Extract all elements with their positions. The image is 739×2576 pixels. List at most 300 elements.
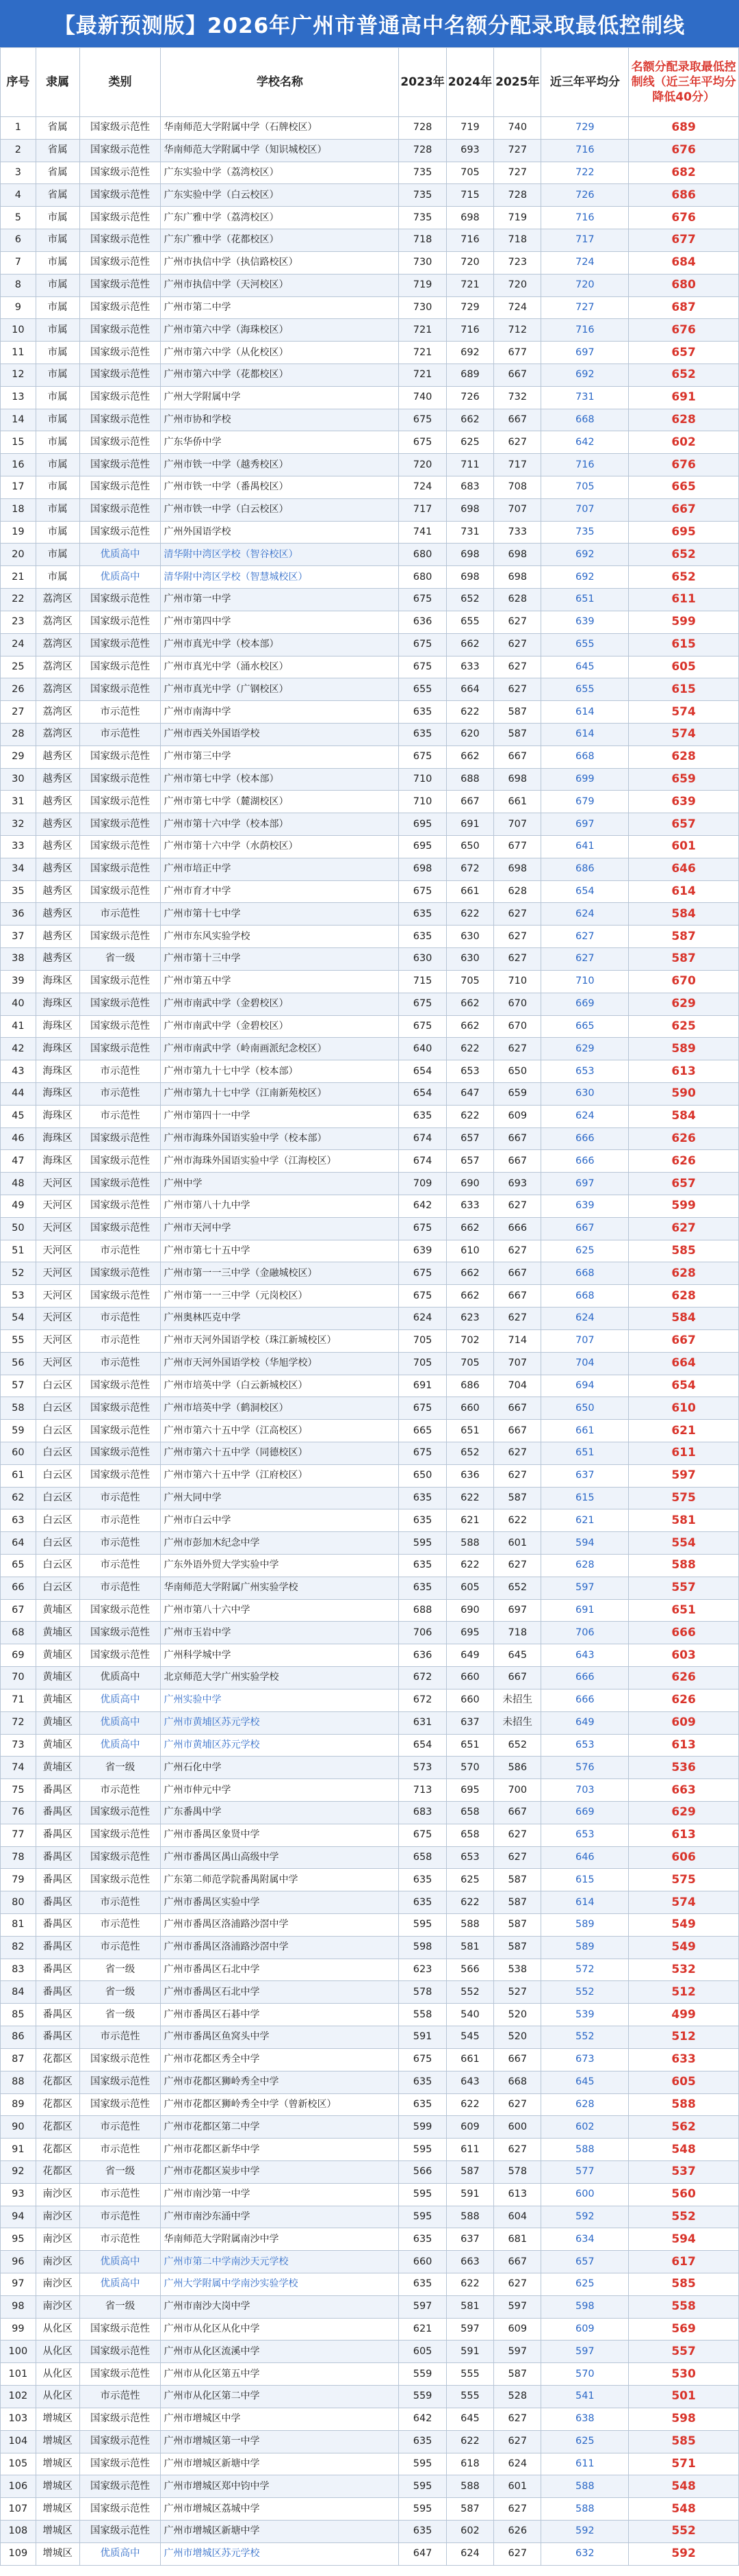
row-area: 番禺区 [36, 1801, 79, 1824]
row-school-name: 广州市第六十五中学（江府校区） [161, 1464, 399, 1487]
row-score-2025: 627 [494, 611, 541, 633]
row-school-name: 广州市第三中学 [161, 745, 399, 768]
row-control-line: 628 [629, 1262, 739, 1285]
row-control-line: 633 [629, 2048, 739, 2071]
row-average: 541 [541, 2386, 629, 2408]
row-school-name: 广州奥林匹克中学 [161, 1308, 399, 1330]
header-control-line: 名额分配录取最低控制线（近三年平均分降低40分） [629, 48, 739, 117]
table-row [1, 1532, 739, 1555]
row-score-2023: 624 [399, 1308, 446, 1330]
row-score-2023: 675 [399, 880, 446, 903]
row-control-line: 687 [629, 296, 739, 319]
table-row [1, 1240, 739, 1262]
row-average: 588 [541, 2475, 629, 2498]
row-school-name: 广州市从化区从化中学 [161, 2318, 399, 2341]
row-control-line: 599 [629, 1195, 739, 1218]
row-control-line: 626 [629, 1667, 739, 1689]
row-control-line: 501 [629, 2386, 739, 2408]
row-control-line: 530 [629, 2363, 739, 2386]
table-row [1, 409, 739, 431]
row-score-2025: 597 [494, 2341, 541, 2363]
row-score-2025: 667 [494, 1150, 541, 1173]
row-category: 市示范性 [79, 1308, 161, 1330]
row-category: 市示范性 [79, 1082, 161, 1105]
table-row [1, 431, 739, 454]
row-score-2024: 698 [446, 566, 493, 589]
row-school-name: 广州市第六十五中学（江高校区） [161, 1420, 399, 1442]
row-score-2024: 633 [446, 1195, 493, 1218]
row-category: 市示范性 [79, 1555, 161, 1577]
row-score-2023: 675 [399, 1285, 446, 1308]
table-row [1, 2071, 739, 2093]
row-number: 37 [1, 926, 36, 948]
row-score-2024: 605 [446, 1577, 493, 1599]
row-score-2023: 573 [399, 1757, 446, 1779]
row-school-name: 广州市番禺区实验中学 [161, 1891, 399, 1914]
row-score-2024: 622 [446, 701, 493, 724]
row-average: 694 [541, 1375, 629, 1397]
table-row [1, 926, 739, 948]
row-control-line: 677 [629, 229, 739, 252]
row-control-line: 584 [629, 1105, 739, 1127]
row-school-name: 华南师范大学附属南沙中学 [161, 2228, 399, 2251]
row-number: 5 [1, 207, 36, 229]
table-row [1, 117, 739, 140]
row-score-2025: 704 [494, 1375, 541, 1397]
row-area: 海珠区 [36, 1038, 79, 1060]
row-control-line: 691 [629, 386, 739, 409]
row-score-2025: 627 [494, 1240, 541, 1262]
row-score-2024: 650 [446, 836, 493, 858]
row-score-2025: 710 [494, 970, 541, 993]
row-number: 99 [1, 2318, 36, 2341]
row-area: 天河区 [36, 1217, 79, 1240]
row-control-line: 585 [629, 2273, 739, 2296]
row-category: 国家级示范性 [79, 207, 161, 229]
row-score-2023: 680 [399, 566, 446, 589]
row-score-2024: 588 [446, 2475, 493, 2498]
row-score-2025: 628 [494, 880, 541, 903]
row-score-2025: 667 [494, 2251, 541, 2273]
header-area: 隶属 [36, 48, 79, 117]
table-row [1, 791, 739, 813]
row-control-line: 558 [629, 2295, 739, 2318]
table-row [1, 1667, 739, 1689]
row-control-line: 667 [629, 498, 739, 521]
row-control-line: 594 [629, 2228, 739, 2251]
row-score-2024: 657 [446, 1150, 493, 1173]
table-row [1, 1509, 739, 1532]
row-control-line: 574 [629, 723, 739, 745]
row-school-name: 广州市增城区荔城中学 [161, 2498, 399, 2521]
table-row [1, 1195, 739, 1218]
row-category: 国家级示范性 [79, 2093, 161, 2116]
row-score-2024: 570 [446, 1757, 493, 1779]
row-score-2024: 698 [446, 498, 493, 521]
row-score-2024: 545 [446, 2026, 493, 2049]
row-school-name: 北京师范大学广州实验学校 [161, 1667, 399, 1689]
row-score-2025: 520 [494, 2026, 541, 2049]
row-area: 增城区 [36, 2498, 79, 2521]
table-row [1, 2542, 739, 2565]
row-school-name: 广州市番禺区洛浦路沙滘中学 [161, 1914, 399, 1937]
row-control-line: 664 [629, 1352, 739, 1375]
row-category: 国家级示范性 [79, 1464, 161, 1487]
row-score-2025: 627 [494, 1555, 541, 1577]
row-area: 番禺区 [36, 1891, 79, 1914]
row-number: 71 [1, 1689, 36, 1711]
row-score-2023: 598 [399, 1936, 446, 1959]
row-category: 国家级示范性 [79, 1644, 161, 1667]
row-score-2024: 726 [446, 386, 493, 409]
row-control-line: 548 [629, 2498, 739, 2521]
row-control-line: 499 [629, 2004, 739, 2026]
row-score-2023: 578 [399, 1981, 446, 2004]
row-average: 646 [541, 1846, 629, 1869]
row-score-2023: 642 [399, 2408, 446, 2430]
row-score-2023: 635 [399, 723, 446, 745]
row-number: 79 [1, 1869, 36, 1891]
row-score-2024: 622 [446, 2273, 493, 2296]
row-number: 72 [1, 1711, 36, 1734]
row-category: 市示范性 [79, 1936, 161, 1959]
row-score-2023: 695 [399, 836, 446, 858]
row-score-2025: 未招生 [494, 1711, 541, 1734]
row-category: 国家级示范性 [79, 1173, 161, 1195]
row-control-line: 626 [629, 1689, 739, 1711]
row-score-2025: 622 [494, 1509, 541, 1532]
row-school-name: 广东实验中学（荔湾校区） [161, 162, 399, 184]
row-score-2025: 693 [494, 1173, 541, 1195]
table-row [1, 993, 739, 1015]
row-score-2025: 733 [494, 521, 541, 544]
row-area: 天河区 [36, 1308, 79, 1330]
row-score-2024: 695 [446, 1779, 493, 1802]
row-score-2023: 675 [399, 431, 446, 454]
row-category: 国家级示范性 [79, 2341, 161, 2363]
row-score-2024: 588 [446, 1532, 493, 1555]
row-category: 国家级示范性 [79, 1846, 161, 1869]
row-score-2024: 622 [446, 903, 493, 926]
row-school-name: 广州市玉岩中学 [161, 1622, 399, 1644]
row-score-2024: 651 [446, 1734, 493, 1757]
table-row [1, 813, 739, 836]
row-number: 38 [1, 948, 36, 971]
row-score-2025: 627 [494, 2093, 541, 2116]
row-score-2023: 635 [399, 926, 446, 948]
row-average: 655 [541, 678, 629, 701]
row-average: 589 [541, 1936, 629, 1959]
row-category: 国家级示范性 [79, 274, 161, 296]
table-row [1, 184, 739, 207]
row-school-name: 广州市南沙第一中学 [161, 2183, 399, 2206]
row-control-line: 569 [629, 2318, 739, 2341]
row-score-2025: 528 [494, 2386, 541, 2408]
row-category: 国家级示范性 [79, 2408, 161, 2430]
row-category: 国家级示范性 [79, 2520, 161, 2542]
row-number: 81 [1, 1914, 36, 1937]
row-score-2023: 595 [399, 2206, 446, 2228]
table-row [1, 1757, 739, 1779]
row-score-2024: 661 [446, 2048, 493, 2071]
row-control-line: 560 [629, 2183, 739, 2206]
row-average: 625 [541, 1240, 629, 1262]
row-control-line: 652 [629, 544, 739, 566]
row-school-name: 广州市番禺区象贤中学 [161, 1824, 399, 1846]
table-row [1, 2341, 739, 2363]
row-score-2023: 735 [399, 207, 446, 229]
row-category: 国家级示范性 [79, 858, 161, 880]
row-average: 720 [541, 274, 629, 296]
table-row [1, 566, 739, 589]
row-score-2025: 627 [494, 1308, 541, 1330]
row-number: 51 [1, 1240, 36, 1262]
row-score-2024: 555 [446, 2363, 493, 2386]
row-category: 优质高中 [79, 2251, 161, 2273]
row-score-2025: 719 [494, 207, 541, 229]
row-score-2025: 698 [494, 768, 541, 791]
row-average: 577 [541, 2160, 629, 2183]
row-score-2023: 599 [399, 2116, 446, 2139]
table-row [1, 1329, 739, 1352]
row-school-name: 广州市培英中学（白云新城校区） [161, 1375, 399, 1397]
row-school-name: 广州市执信中学（执信路校区） [161, 251, 399, 274]
row-number: 82 [1, 1936, 36, 1959]
row-control-line: 602 [629, 431, 739, 454]
row-score-2023: 740 [399, 386, 446, 409]
row-area: 海珠区 [36, 1082, 79, 1105]
row-score-2025: 627 [494, 633, 541, 656]
row-school-name: 广东广雅中学（花都校区） [161, 229, 399, 252]
row-score-2023: 642 [399, 1195, 446, 1218]
row-category: 市示范性 [79, 1577, 161, 1599]
row-school-name: 广州石化中学 [161, 1757, 399, 1779]
row-area: 增城区 [36, 2542, 79, 2565]
row-number: 18 [1, 498, 36, 521]
row-number: 101 [1, 2363, 36, 2386]
row-number: 98 [1, 2295, 36, 2318]
row-number: 15 [1, 431, 36, 454]
row-school-name: 清华附中湾区学校（智谷校区） [161, 544, 399, 566]
row-school-name: 广州科学城中学 [161, 1644, 399, 1667]
row-score-2023: 717 [399, 498, 446, 521]
row-score-2024: 597 [446, 2318, 493, 2341]
table-row [1, 1352, 739, 1375]
row-score-2023: 691 [399, 1375, 446, 1397]
row-score-2025: 667 [494, 1262, 541, 1285]
row-category: 国家级示范性 [79, 656, 161, 678]
row-control-line: 611 [629, 589, 739, 611]
row-score-2025: 728 [494, 184, 541, 207]
row-number: 94 [1, 2206, 36, 2228]
row-area: 市属 [36, 409, 79, 431]
row-average: 614 [541, 1891, 629, 1914]
row-score-2023: 595 [399, 1532, 446, 1555]
row-school-name: 广州市培英中学（鹤洞校区） [161, 1397, 399, 1420]
row-score-2023: 710 [399, 768, 446, 791]
row-score-2024: 662 [446, 1217, 493, 1240]
row-area: 增城区 [36, 2475, 79, 2498]
row-average: 588 [541, 2498, 629, 2521]
row-control-line: 652 [629, 364, 739, 386]
row-average: 576 [541, 1757, 629, 1779]
row-category: 市示范性 [79, 1329, 161, 1352]
page-title: 【最新预测版】2026年广州市普通高中名额分配录取最低控制线 [0, 0, 739, 47]
table-row [1, 1689, 739, 1711]
row-score-2024: 690 [446, 1173, 493, 1195]
row-score-2025: 667 [494, 1667, 541, 1689]
row-control-line: 676 [629, 454, 739, 476]
row-category: 国家级示范性 [79, 2498, 161, 2521]
row-school-name: 广州大学附属中学南沙实验学校 [161, 2273, 399, 2296]
row-number: 20 [1, 544, 36, 566]
row-school-name: 广州市第一中学 [161, 589, 399, 611]
row-school-name: 广州市番禺区石北中学 [161, 1981, 399, 2004]
row-area: 从化区 [36, 2341, 79, 2363]
row-score-2025: 652 [494, 1734, 541, 1757]
row-control-line: 512 [629, 2026, 739, 2049]
row-score-2025: 667 [494, 364, 541, 386]
row-score-2024: 658 [446, 1801, 493, 1824]
row-control-line: 592 [629, 2542, 739, 2565]
row-number: 34 [1, 858, 36, 880]
row-area: 市属 [36, 296, 79, 319]
row-control-line: 628 [629, 745, 739, 768]
row-average: 666 [541, 1127, 629, 1150]
row-average: 624 [541, 1308, 629, 1330]
row-school-name: 广州市南沙东涌中学 [161, 2206, 399, 2228]
row-control-line: 667 [629, 1329, 739, 1352]
table-row [1, 880, 739, 903]
row-school-name: 广州大同中学 [161, 1487, 399, 1509]
row-school-name: 广州市从化区第二中学 [161, 2386, 399, 2408]
row-category: 国家级示范性 [79, 498, 161, 521]
row-number: 25 [1, 656, 36, 678]
row-score-2025: 718 [494, 229, 541, 252]
table-row [1, 1262, 739, 1285]
row-area: 天河区 [36, 1262, 79, 1285]
row-score-2024: 620 [446, 723, 493, 745]
row-area: 花都区 [36, 2048, 79, 2071]
row-score-2024: 715 [446, 184, 493, 207]
row-school-name: 广州市育才中学 [161, 880, 399, 903]
row-school-name: 广州市花都区新华中学 [161, 2139, 399, 2161]
row-score-2024: 643 [446, 2071, 493, 2093]
row-category: 市示范性 [79, 723, 161, 745]
table-row [1, 2206, 739, 2228]
row-category: 国家级示范性 [79, 633, 161, 656]
row-control-line: 557 [629, 2341, 739, 2363]
row-score-2025: 627 [494, 948, 541, 971]
row-number: 44 [1, 1082, 36, 1105]
row-score-2024: 662 [446, 993, 493, 1015]
row-category: 国家级示范性 [79, 926, 161, 948]
row-area: 番禺区 [36, 2026, 79, 2049]
row-control-line: 549 [629, 1914, 739, 1937]
row-score-2023: 728 [399, 139, 446, 162]
row-school-name: 广州市第四中学 [161, 611, 399, 633]
row-control-line: 627 [629, 1217, 739, 1240]
row-average: 657 [541, 2251, 629, 2273]
row-category: 国家级示范性 [79, 2071, 161, 2093]
row-average: 707 [541, 1329, 629, 1352]
row-score-2023: 688 [399, 1599, 446, 1622]
row-score-2025: 627 [494, 2430, 541, 2453]
row-average: 552 [541, 1981, 629, 2004]
row-school-name: 广州市第六中学（海珠校区） [161, 319, 399, 342]
row-average: 552 [541, 2026, 629, 2049]
row-school-name: 广州市真光中学（校本部） [161, 633, 399, 656]
row-category: 国家级示范性 [79, 589, 161, 611]
row-control-line: 590 [629, 1082, 739, 1105]
row-category: 国家级示范性 [79, 1285, 161, 1308]
row-area: 市属 [36, 386, 79, 409]
row-number: 28 [1, 723, 36, 745]
row-number: 56 [1, 1352, 36, 1375]
row-score-2025: 707 [494, 1352, 541, 1375]
row-average: 594 [541, 1532, 629, 1555]
row-control-line: 676 [629, 207, 739, 229]
row-number: 40 [1, 993, 36, 1015]
table-row [1, 1779, 739, 1802]
row-score-2023: 635 [399, 2430, 446, 2453]
table-row [1, 1308, 739, 1330]
row-score-2023: 635 [399, 2228, 446, 2251]
row-score-2025: 667 [494, 1127, 541, 1150]
row-score-2023: 597 [399, 2295, 446, 2318]
row-score-2025: 627 [494, 2542, 541, 2565]
row-area: 越秀区 [36, 836, 79, 858]
row-score-2024: 622 [446, 1555, 493, 1577]
row-average: 666 [541, 1667, 629, 1689]
row-score-2024: 651 [446, 1420, 493, 1442]
row-number: 96 [1, 2251, 36, 2273]
row-score-2024: 719 [446, 117, 493, 140]
row-school-name: 广州市南海中学 [161, 701, 399, 724]
row-score-2023: 655 [399, 678, 446, 701]
table-row [1, 2183, 739, 2206]
row-number: 105 [1, 2453, 36, 2475]
row-score-2025: 707 [494, 813, 541, 836]
row-average: 665 [541, 1015, 629, 1038]
row-school-name: 广州市增城区苏元学校 [161, 2542, 399, 2565]
row-score-2025: 732 [494, 386, 541, 409]
row-score-2023: 635 [399, 1105, 446, 1127]
row-category: 国家级示范性 [79, 745, 161, 768]
row-score-2025: 604 [494, 2206, 541, 2228]
row-average: 614 [541, 701, 629, 724]
row-average: 697 [541, 1173, 629, 1195]
row-control-line: 536 [629, 1757, 739, 1779]
row-area: 白云区 [36, 1375, 79, 1397]
row-control-line: 628 [629, 409, 739, 431]
row-category: 国家级示范性 [79, 970, 161, 993]
row-number: 69 [1, 1644, 36, 1667]
row-school-name: 广州市执信中学（天河校区） [161, 274, 399, 296]
row-score-2023: 705 [399, 1352, 446, 1375]
row-control-line: 652 [629, 566, 739, 589]
row-score-2024: 655 [446, 611, 493, 633]
header-2023: 2023年 [399, 48, 446, 117]
row-score-2025: 587 [494, 1936, 541, 1959]
row-score-2024: 660 [446, 1667, 493, 1689]
row-average: 666 [541, 1689, 629, 1711]
row-score-2023: 654 [399, 1060, 446, 1083]
row-score-2023: 623 [399, 1959, 446, 1981]
row-category: 市示范性 [79, 701, 161, 724]
row-number: 42 [1, 1038, 36, 1060]
row-control-line: 584 [629, 1308, 739, 1330]
